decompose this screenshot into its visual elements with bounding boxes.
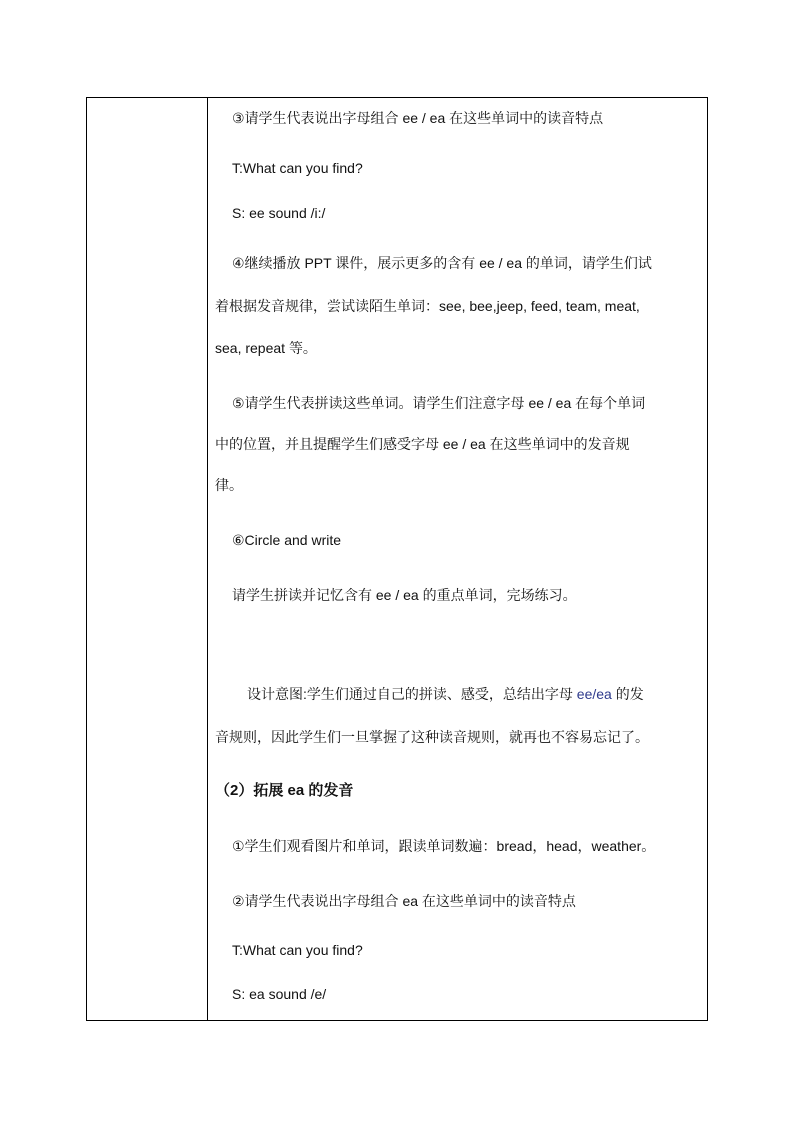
design-intent-line1 [247, 684, 644, 704]
step-3-text: ③请学生代表说出字母组合 ee / ea 在这些单词中的读音特点 [232, 110, 604, 126]
step-6-heading: ⑥Circle and write [232, 532, 342, 548]
ea-step-2-text: ②请学生代表说出字母组合 ea 在这些单词中的读音特点 [232, 893, 576, 909]
ea-teacher-question: T:What can you find? [232, 942, 363, 958]
step-4-text-line1: ④继续播放 PPT 课件，展示更多的含有 ee / ea 的单词，请学生们试 [232, 255, 652, 271]
design-intent-highlight: ee/ea [576, 686, 612, 702]
lesson-table [86, 97, 708, 1021]
ea-student-answer: S: ea sound /e/ [232, 986, 327, 1002]
design-intent-part2: 的发 [611, 686, 644, 702]
step-6-text: 请学生拼读并记忆含有 ee / ea 的重点单词，完场练习。 [232, 587, 577, 603]
section-heading-ea: （2）拓展 ea 的发音 [215, 782, 354, 799]
design-intent-line2: 音规则，因此学生们一旦掌握了这种读音规则，就再也不容易忘记了。 [215, 729, 649, 745]
ea-step-1-text: ①学生们观看图片和单词，跟读单词数遍：bread，head，weather。 [232, 838, 656, 854]
step-4-text-line2: 着根据发音规律，尝试读陌生单词：see, bee,jeep, feed, team, meat, [215, 298, 640, 314]
teacher-question: T:What can you find? [232, 160, 363, 176]
column-divider [207, 98, 208, 1020]
step-4-text-line3: sea, repeat 等。 [215, 340, 317, 356]
step-5-text-line2: 中的位置，并且提醒学生们感受字母 ee / ea 在这些单词中的发音规 [215, 436, 630, 452]
step-5-text-line1: ⑤请学生代表拼读这些单词。请学生们注意字母 ee / ea 在每个单词 [232, 395, 646, 411]
design-intent-part1: 设计意图:学生们通过自己的拼读、感受，总结出字母 [247, 686, 577, 702]
step-5-text-line3: 律。 [215, 477, 243, 493]
student-answer: S: ee sound /i:/ [232, 205, 326, 221]
